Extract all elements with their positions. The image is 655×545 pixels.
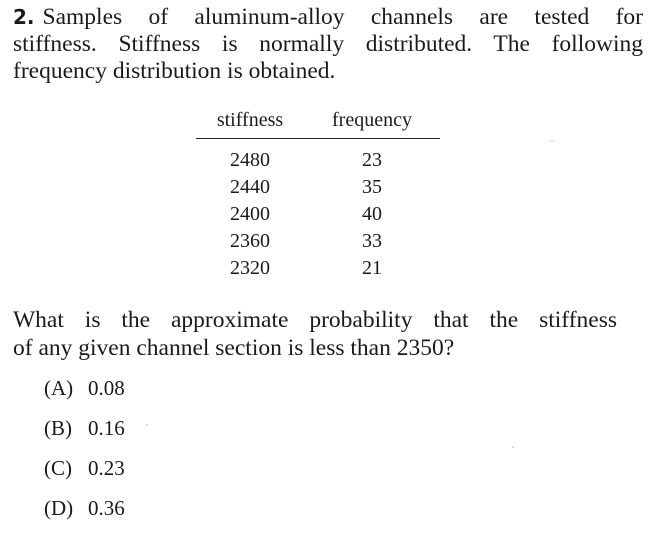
answer-options xyxy=(44,374,125,534)
stiffness-cell: 2440 xyxy=(230,176,270,198)
scan-speck xyxy=(146,424,148,426)
frequency-cell: 33 xyxy=(362,230,382,252)
option-value: 0.23 xyxy=(88,456,125,480)
option-letter: (B) xyxy=(44,416,72,440)
header-frequency: frequency xyxy=(304,104,440,139)
header-stiffness: stiffness xyxy=(196,104,304,139)
table-row xyxy=(196,255,440,282)
option-value: 0.16 xyxy=(88,416,125,440)
question-line-2: of any given channel section is less than 2350? xyxy=(13,335,455,361)
option-value: 0.36 xyxy=(88,496,125,520)
stiffness-cell: 2400 xyxy=(230,203,270,225)
stiffness-cell: 2480 xyxy=(230,149,270,171)
table-row xyxy=(196,228,440,255)
table-row xyxy=(196,201,440,228)
intro-line-3: frequency distribution is obtained. xyxy=(13,58,336,84)
intro-line-1-text: Samples of aluminum-alloy channels are tested for xyxy=(42,4,643,30)
scan-speck xyxy=(551,140,553,142)
frequency-cell: 35 xyxy=(362,176,382,198)
option-value: 0.08 xyxy=(88,376,125,400)
frequency-cell: 23 xyxy=(362,149,382,171)
option-d[interactable] xyxy=(44,494,125,534)
option-letter: (A) xyxy=(44,376,74,400)
frequency-cell: 40 xyxy=(362,203,382,225)
frequency-table xyxy=(196,104,440,282)
table-header-row xyxy=(196,104,440,139)
option-a[interactable] xyxy=(44,374,125,414)
frequency-cell: 21 xyxy=(362,257,382,279)
option-c[interactable] xyxy=(44,454,125,494)
table-row xyxy=(196,139,440,175)
option-letter: (C) xyxy=(44,456,72,480)
problem-statement xyxy=(13,4,643,85)
question-line-1: What is the approximate probability that the stiffness xyxy=(13,307,617,333)
intro-line-1 xyxy=(13,4,643,31)
option-letter: (D) xyxy=(44,496,74,520)
question-text xyxy=(13,306,617,362)
scan-speck xyxy=(512,446,514,448)
intro-line-2: stiffness. Stiffness is normally distributed. The following xyxy=(13,31,643,57)
table-row xyxy=(196,174,440,201)
stiffness-cell: 2320 xyxy=(230,257,270,279)
problem-number: 2. xyxy=(13,5,35,29)
option-b[interactable] xyxy=(44,414,125,454)
stiffness-cell: 2360 xyxy=(230,230,270,252)
